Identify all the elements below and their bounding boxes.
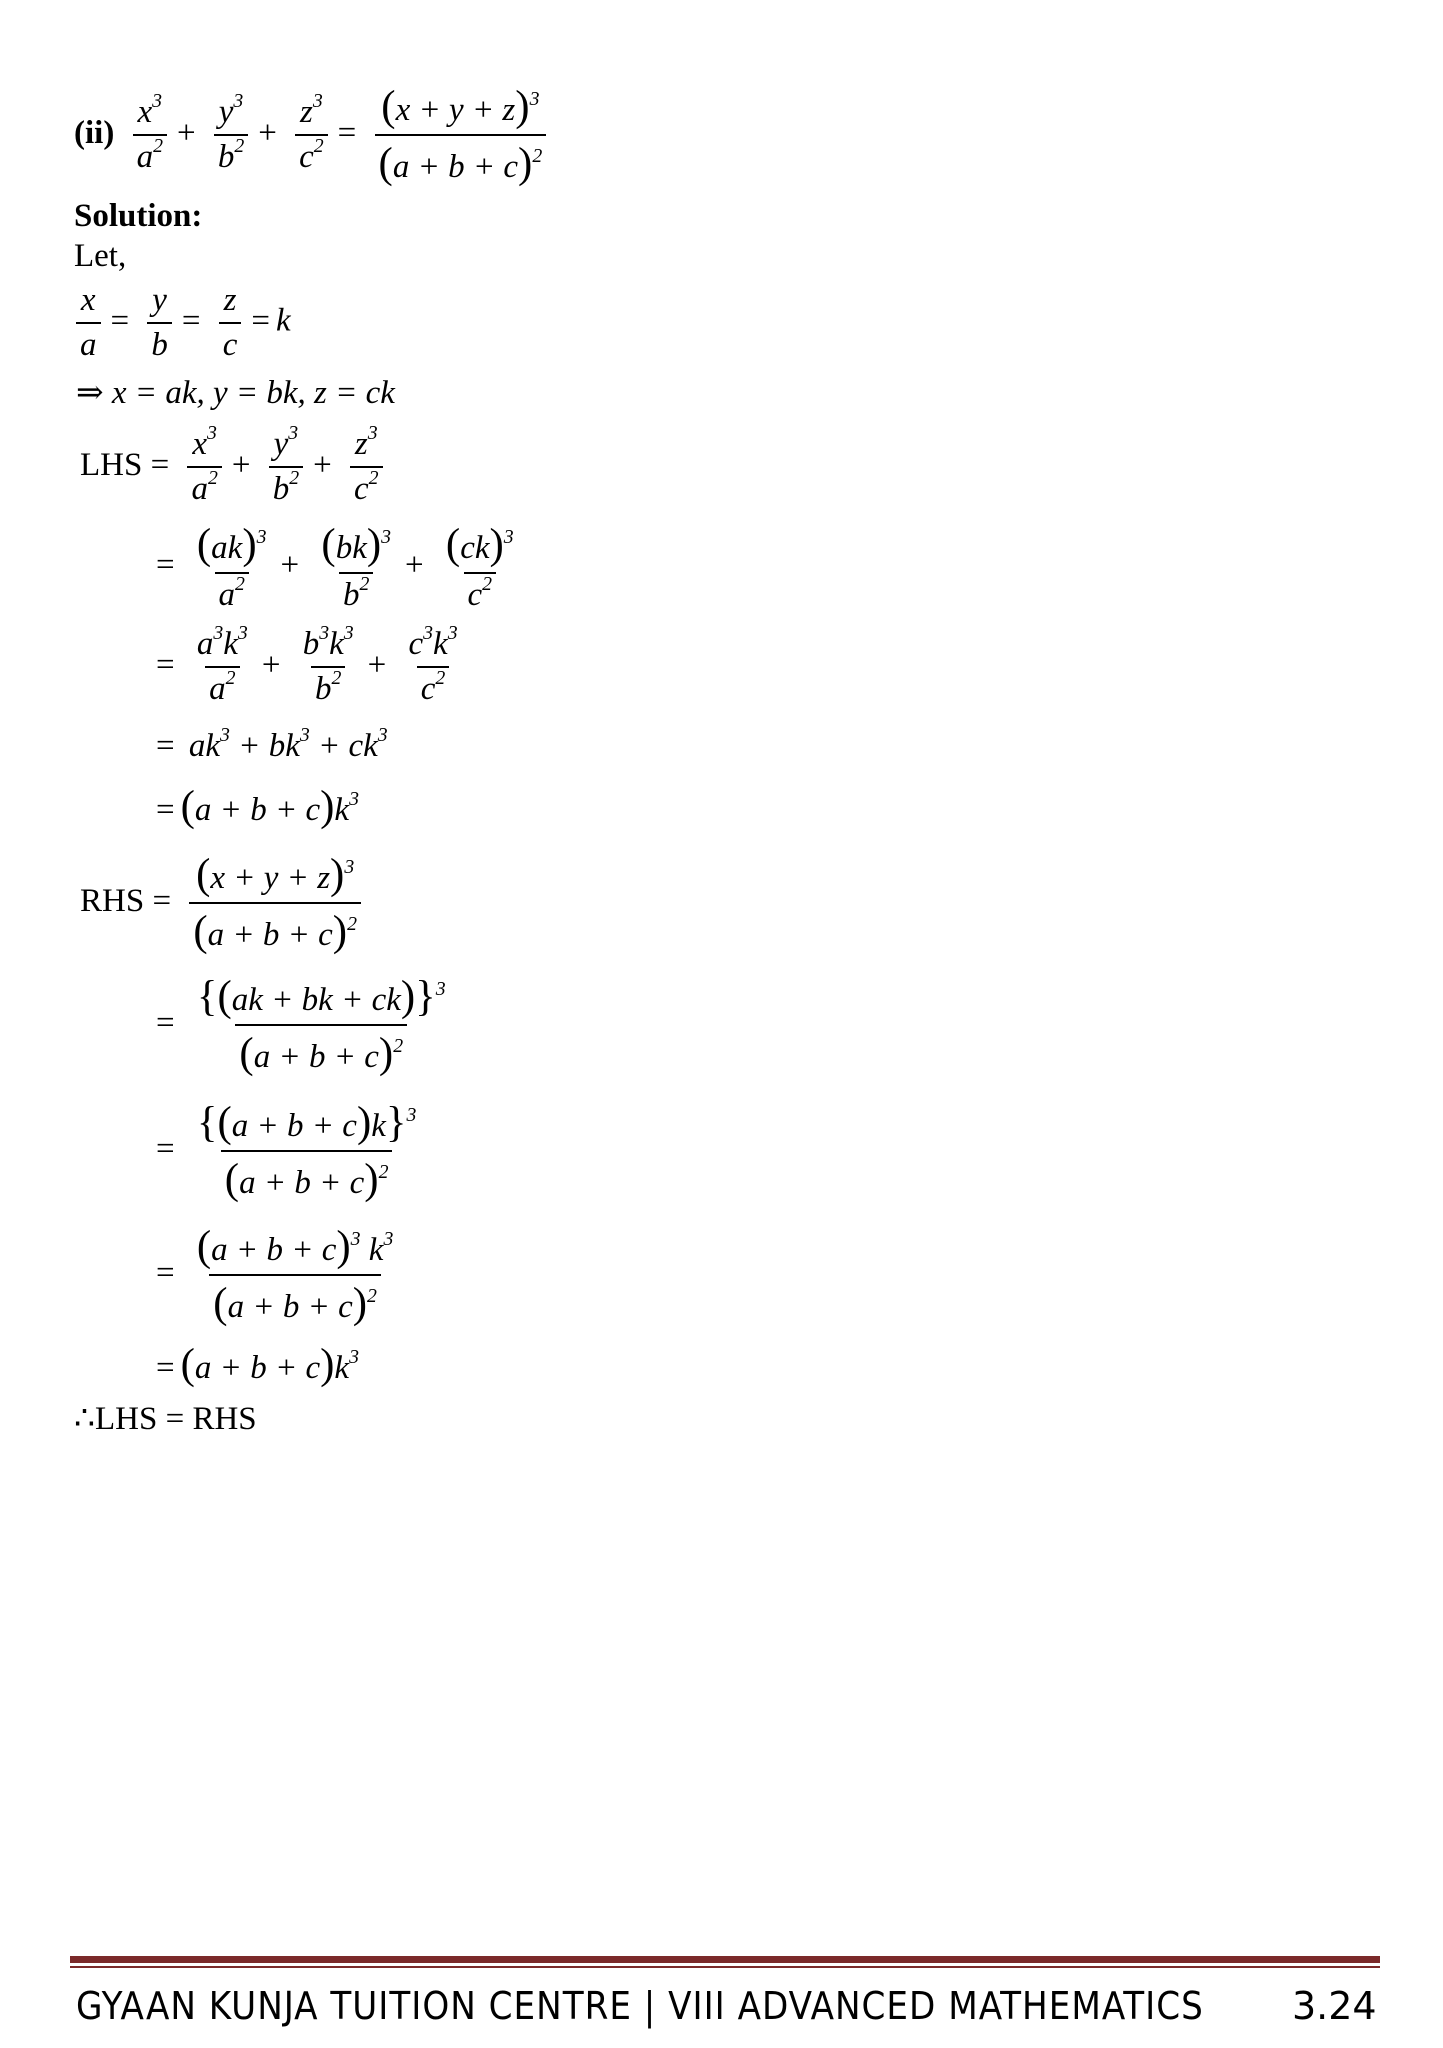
footer-text: GYAAN KUNJA TUITION CENTRE | VIII ADVANCED MATHEMATICS (76, 1984, 1204, 2028)
substitution: ⇒ x = ak, y = bk, z = ck (76, 375, 395, 411)
part-label: (ii) (74, 114, 115, 151)
rhs-label: RHS = (80, 882, 172, 919)
lhs-step-3: = $\frac{a^3k^3}{a^2}$ + $\frac{b^3k^3}{b^2}$ + $\frac{c^3k^3}{c^2}$ (156, 622, 458, 707)
conclusion: ∴LHS = RHS (74, 1401, 257, 1437)
footer-rule-thin (70, 1966, 1380, 1968)
lhs-step-2: = $\frac{(ak)^3}{a^2}$ + $\frac{(bk)^3}{b^2}$ + $\frac{(ck)^3}{c^2}$ (156, 521, 514, 613)
rhs-step-1: RHS = $\frac{(x + y + z)^3}{(a + b + c)^2}$ (80, 850, 365, 956)
lhs-step-5: = $(a + b + c)k^3$ (156, 783, 359, 830)
lhs-label: LHS = (80, 446, 170, 483)
let-text: Let, (74, 238, 127, 274)
lhs-step-1: LHS = $\frac{x^3}{a^2}$ + $\frac{y^3}{b^2}$ + $\frac{z^3}{c^2}$ (80, 426, 387, 508)
rhs-step-4: = $\frac{(a + b + c)^3 k^3}{(a + b + c)^2}$ (156, 1223, 394, 1327)
solution-heading: Solution: (74, 198, 203, 234)
rhs-step-2: = $\frac{\{(ak + bk + ck)\}^3}{(a + b + c)^2}$ (156, 973, 446, 1077)
footer-rule-thick (70, 1956, 1380, 1963)
problem-statement: (ii) $\frac{x^3}{a^2}$ + $\frac{y^3}{b^2}$ + $\frac{z^3}{c^2}$ = $\frac{(x + y + z)^3}{(a + b + c)^2}$ (74, 82, 550, 188)
lhs-step-4: = $ak^3 + bk^3 + ck^3$ (156, 724, 388, 764)
rhs-step-3: = $\frac{\{(a + b + c)k\}^3}{(a + b + c)^2}$ (156, 1099, 417, 1203)
rhs-step-5: = $(a + b + c)k^3$ (156, 1341, 359, 1388)
ratio-assumption: $\frac{x}{a}$ = $\frac{y}{b}$ = $\frac{z}{c}$ = k (76, 282, 291, 364)
page-number: 3.24 (1292, 1984, 1377, 2028)
